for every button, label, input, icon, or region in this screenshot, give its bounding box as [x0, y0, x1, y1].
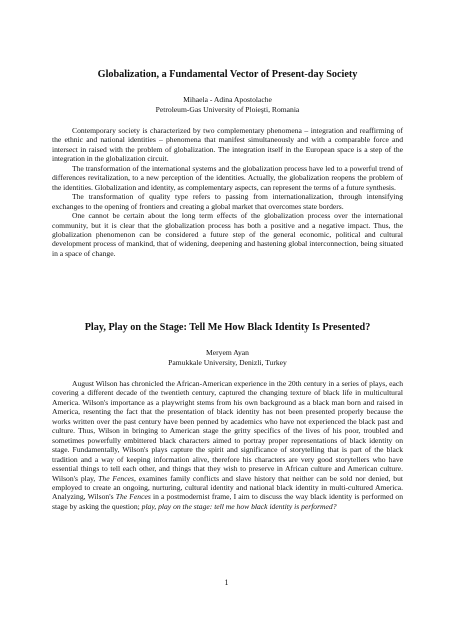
article-2: [52, 322, 403, 511]
article-2-title: Play, Play on the Stage: Tell Me How Black Identity Is Presented?: [84, 322, 371, 333]
article-2-text-end: in a postmodernist frame, I aim to discuss the way black identity is performed on stage by asking the question;: [52, 492, 403, 511]
article-2-author: Meryem Ayan: [206, 348, 249, 357]
page-number: 1: [224, 578, 229, 587]
article-1-paragraph-1: Contemporary society is characterized by two complementary phenomena – integration and reaffirming of the ethnic and national identities – phenomena that manifest simultaneously and with a comparable force and intersect in raised with the problem of globalization. The integration itself in the European space is a step of the integration in the globalization circuit.: [52, 126, 403, 164]
article-1-paragraph-3: The transformation of quality type refers to passing from internationalization, through intensifying exchanges to the opening of frontiers and creating a global market that overcomes state borders.: [52, 192, 403, 211]
article-1-paragraph-2: The transformation of the international systems and the globalization process have led to a powerful trend of differences revitalization, to a new perception of the identities. Actually, the globalization reopens the problem of the identities. Globalization and identity, as complementary aspects, can represent the terms of a future synthesis.: [52, 163, 403, 192]
article-1-paragraph-4: One cannot be certain about the long term effects of the globalization process over the international community, but it is clear that the globalization process has both a positive and a negative impact. Thus, the globalization phenomenon can be considered a future step of the general economic, political and cultural development process of mankind, that of widening, deepening and hastening global interconnection, being situated in a space of change.: [52, 211, 403, 258]
article-1-author: Mihaela - Adina Apostolache: [183, 95, 272, 104]
article-2-affiliation: Pamukkale University, Denizli, Turkey: [168, 357, 287, 367]
article-2-paragraph: [52, 379, 403, 511]
article-1-title: Globalization, a Fundamental Vector of Present-day Society: [97, 69, 358, 80]
fences-title-1: The Fences: [98, 473, 134, 483]
article-2-text-main: August Wilson has chronicled the African-American experience in the 20th century in a series of plays, each covering a different decade of the twentieth century, captured the changing texture of black life in multicultural America. Wilson's importance as a playwright stems from his own background as a black man born and raised in America, resenting the fact that the presentation of black identity has not been presented properly because the works written over the past century have been penned by academics who have not experienced the black past and culture. Thus, Wilson in bringing to American stage the gritty specifics of the lives of his poor, troubled and sometimes powerfully embittered black characters aimed to portray proper representations of black identity on stage. Fundamentally, Wilson's plays capture the spirit and significance of storytelling that is part of the black tradition and a way of keeping information alive, therefore his characters are very good storytellers who have essential things to tell each other, and things that they wish to preserve in African culture and American culture. Wilson's play,: [52, 379, 403, 483]
fences-title-2: The Fences: [115, 492, 151, 502]
article-2-text-mid: , examines family conflicts and slave history that neither can be sold nor denied, but employed to create an ongoing, nurturing, cultural identity and national black identity in multi-cultured America. Analyzing, Wilson's: [52, 473, 404, 502]
article-2-question: play, play on the stage: tell me how black identity is performed?: [141, 501, 337, 511]
article-1-affiliation: Petroleum-Gas University of Ploieşti, Romania: [155, 104, 300, 114]
article-1: [52, 69, 403, 258]
